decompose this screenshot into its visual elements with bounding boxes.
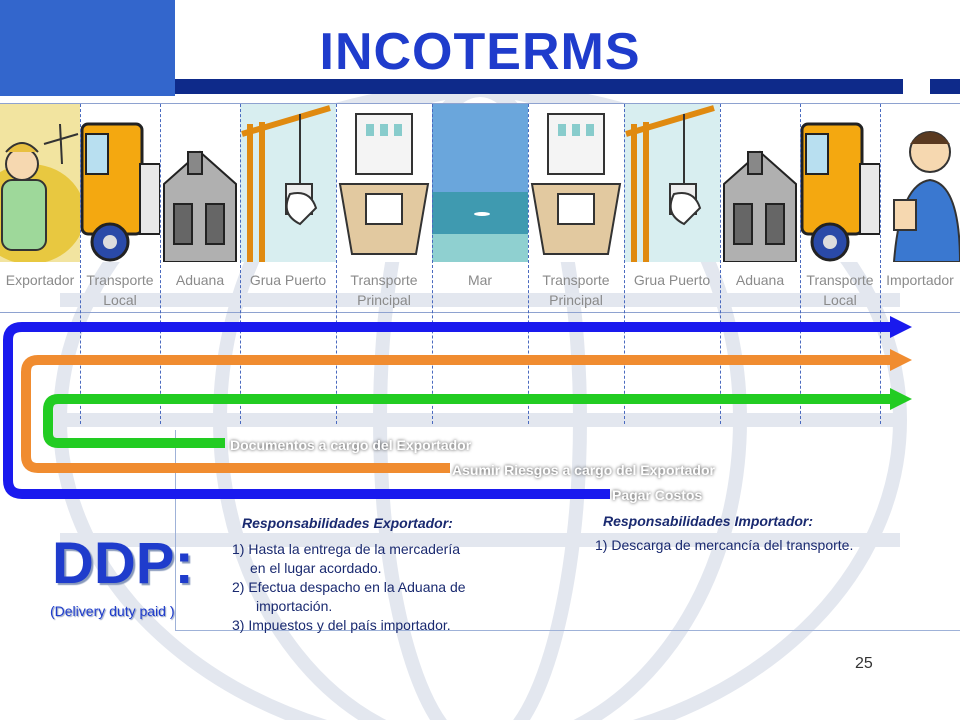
exporter-resp-item: importación. (256, 598, 333, 614)
documents-label: Documentos a cargo del Exportador (230, 437, 472, 453)
stage-label-port-crane: Grua Puerto (249, 272, 327, 288)
importer-resp-title: Responsabilidades Importador: (603, 513, 814, 529)
stage-label-customs-2: Aduana (735, 272, 785, 288)
page-title: INCOTERMS (319, 23, 641, 81)
stage-label-importer: Importador (886, 272, 954, 288)
stage-label-sea: Mar (467, 272, 493, 288)
exporter-resp-list (232, 540, 466, 635)
exporter-resp-item: 1) Hasta la entrega de la mercadería (232, 541, 461, 557)
stage-label-main-transport: Transporte Principal (350, 272, 418, 308)
risks-label: Asumir Riesgos a cargo del Exportador (452, 462, 715, 478)
exporter-resp-title: Responsabilidades Exportador: (242, 515, 453, 531)
exporter-resp-item: en el lugar acordado. (250, 560, 382, 576)
stage-label-local-transport-2: Transporte Local (806, 272, 874, 308)
incoterm-code: DDP: (52, 531, 194, 596)
stage-label-main-transport-2: Transporte Principal (542, 272, 610, 308)
incoterm-name: (Delivery duty paid ) (50, 603, 175, 619)
documents-arrowhead (890, 388, 912, 410)
stage-label-port-crane-2: Grua Puerto (633, 272, 711, 288)
page-number: 25 (855, 655, 873, 672)
stage-label-exporter: Exportador (5, 272, 75, 288)
risks-arrowhead (890, 349, 912, 371)
importer-resp-item: 1) Descarga de mercancía del transporte. (595, 537, 854, 553)
costs-arrowhead (890, 316, 912, 338)
exporter-resp-item: 3) Impuestos y del país importador. (232, 617, 451, 633)
costs-label: Pagar Costos (612, 487, 703, 503)
stage-label-local-transport: Transporte Local (86, 272, 154, 308)
importer-resp-list (595, 536, 853, 555)
stage-label-customs: Aduana (175, 272, 225, 288)
exporter-resp-item: 2) Efectua despacho en la Aduana de (232, 579, 466, 595)
